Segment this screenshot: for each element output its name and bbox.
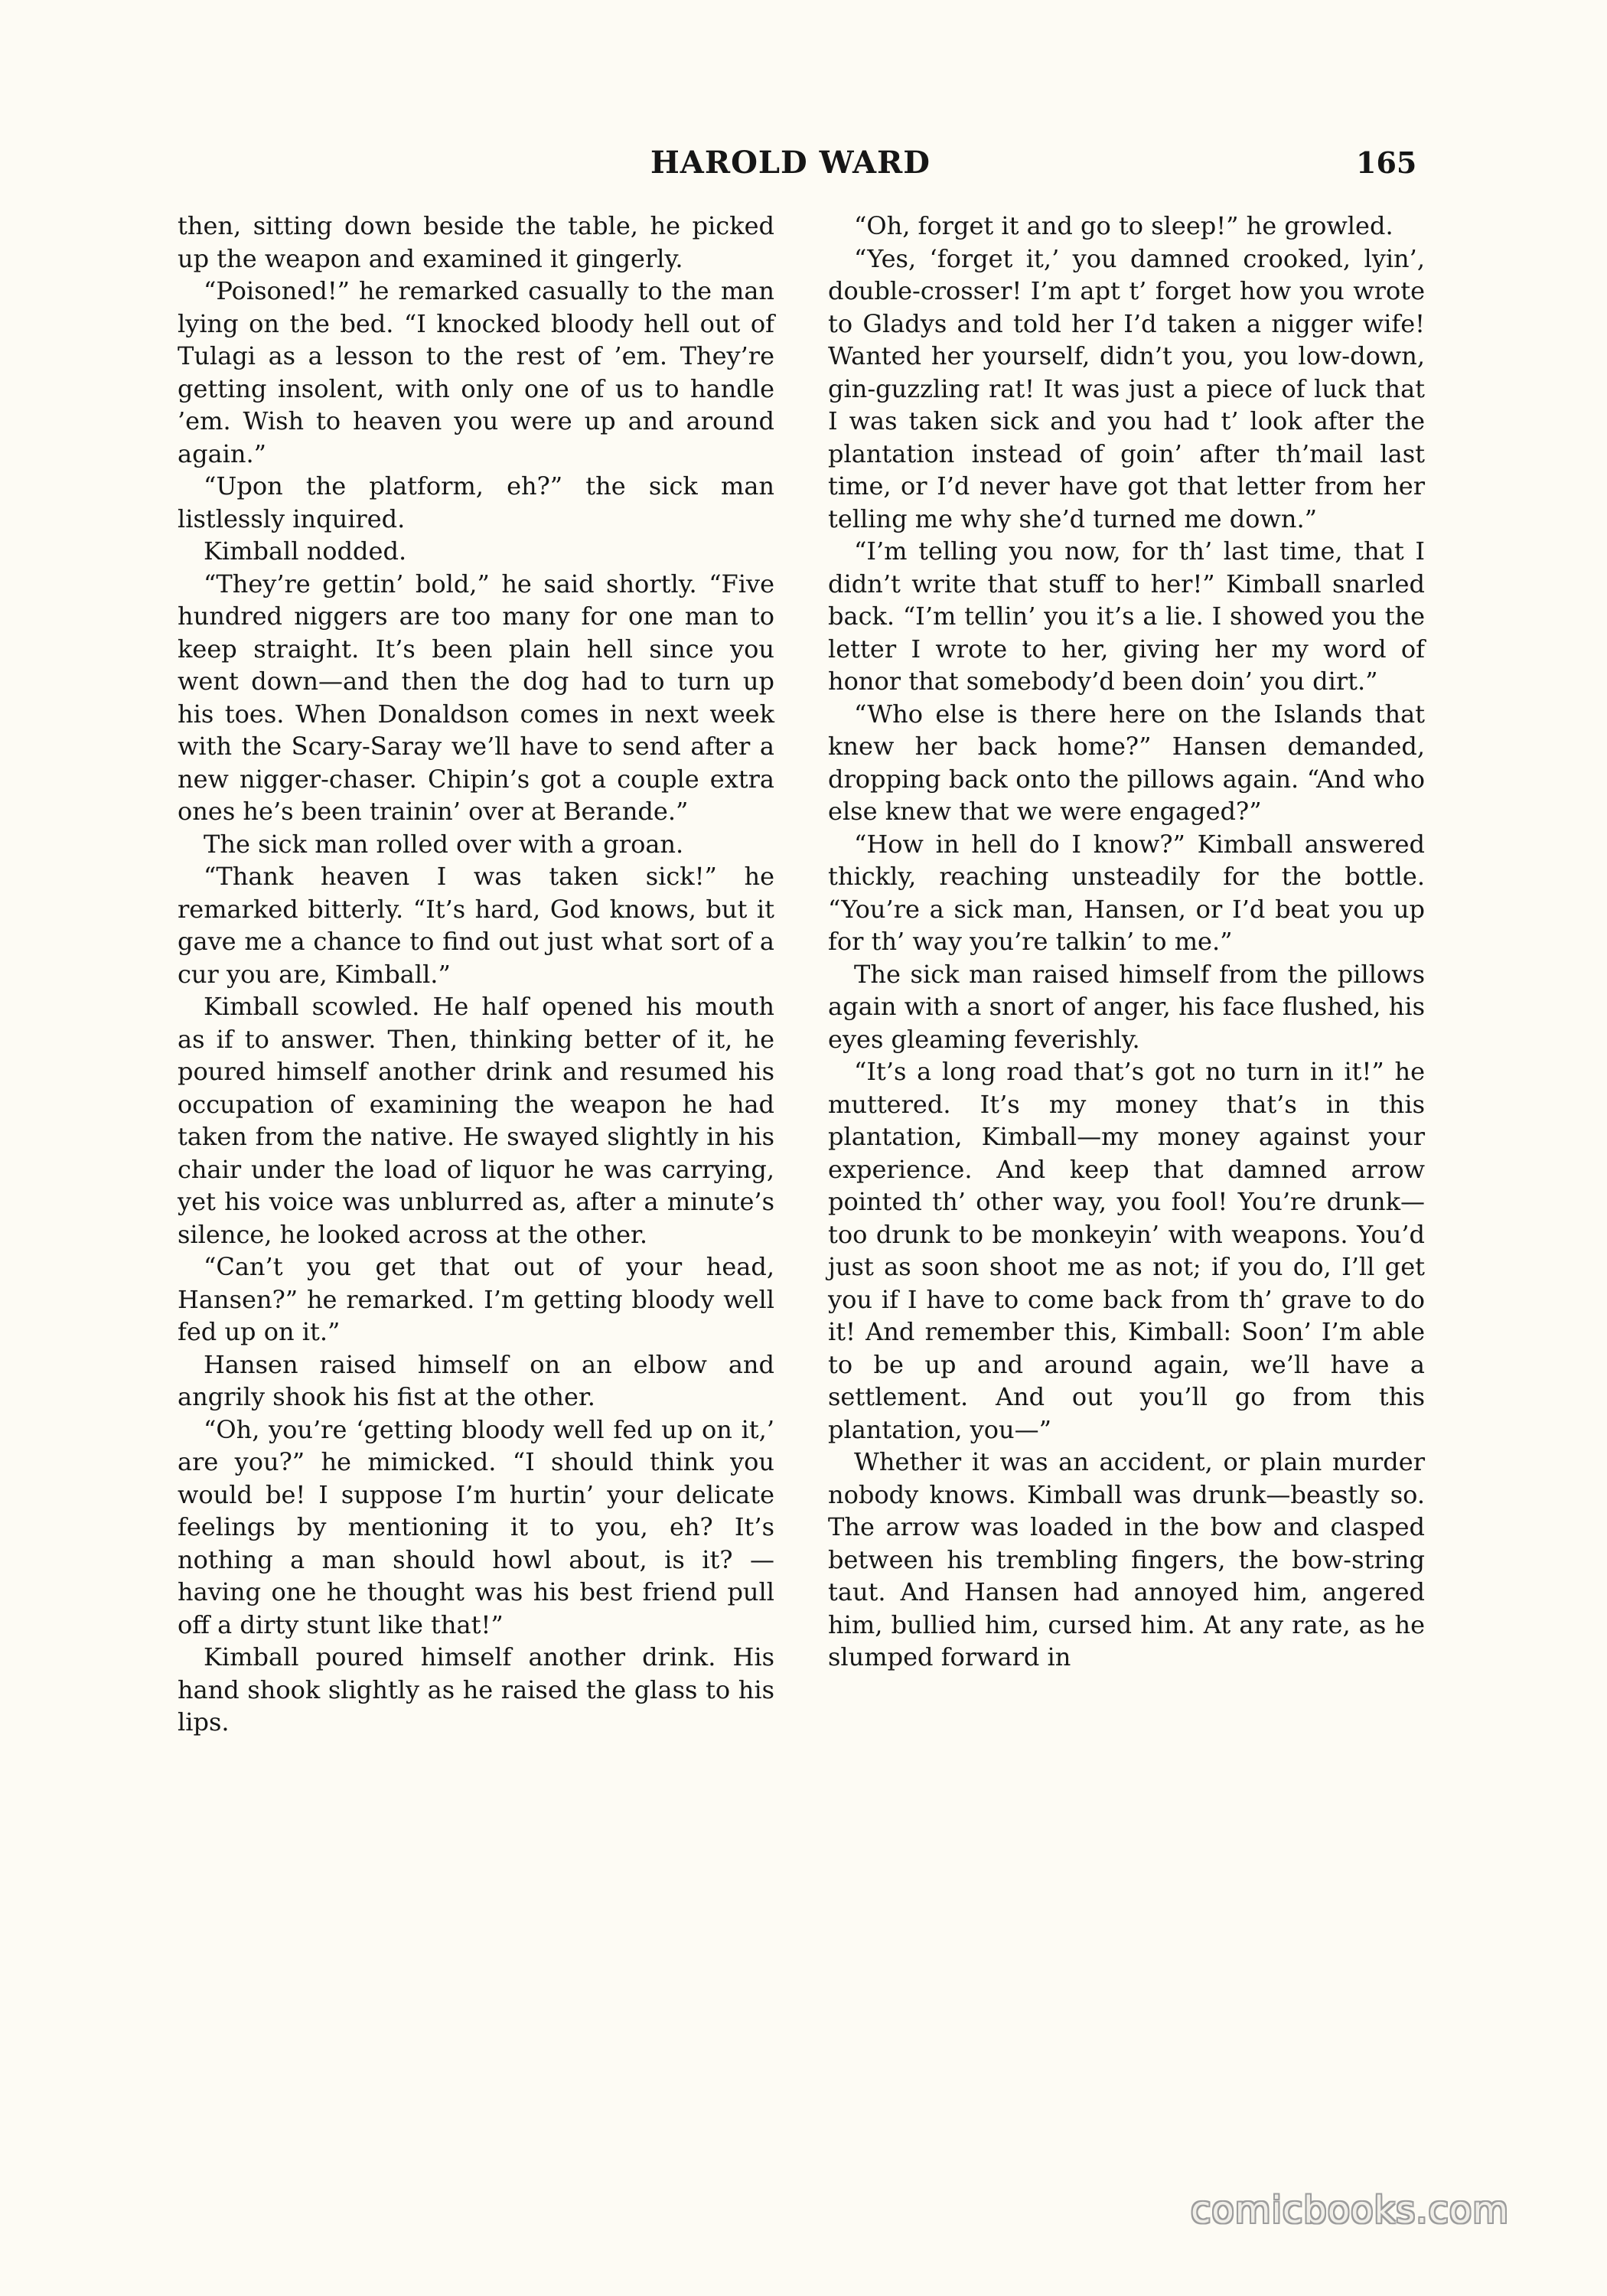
paragraph: Kimball scowled. He half opened his mouth as if to answer. Then, thinking better of it, he poured himself another drink and resumed his occupation of examining the weapon he had taken from the native. He swayed slightly in his chair under the load of liquor he was carrying, yet his voice was unblurred as, after a minute’s silence, he looked across at the other. <box>178 992 774 1249</box>
paragraph: “Thank heaven I was taken sick!” he remarked bitterly. “It’s hard, God knows, but it gave me a chance to find out just what sort of a cur you are, Kimball.” <box>178 862 774 989</box>
paragraph: “Who else is there here on the Islands that knew her back home?” Hansen demanded, dropping back onto the pillows again. “And who else knew that we were engaged?” <box>828 699 1425 826</box>
paragraph: “They’re gettin’ bold,” he said shortly. “Five hundred niggers are too many for one man to keep straight. It’s been plain hell since you went down—and then the dog had to turn up his toes. When Donaldson comes in next week with the Scary-Saray we’ll have to send after a new nigger-chaser. Chipin’s got a couple extra ones he’s been trainin’ over at Berande.” <box>178 569 774 826</box>
paragraph: “Poisoned!” he remarked casually to the man lying on the bed. “I knocked bloody hell out of Tulagi as a lesson to the rest of ’em. They’re getting insolent, with only one of us to handle ’em. Wish to heaven you were up and around again.” <box>178 276 774 468</box>
paragraph: “I’m telling you now, for th’ last time, that I didn’t write that stuff to her!” Kimball snarled back. “I’m tellin’ you it’s a lie. I showed you the letter I wrote to her, giving her my word of honor that somebody’d been doin’ you dirt.” <box>828 536 1425 696</box>
paragraph: “How in hell do I know?” Kimball answered thickly, reaching unsteadily for the bottle. “You’re a sick man, Hansen, or I’d beat you up for th’ way you’re talkin’ to me.” <box>828 829 1425 956</box>
paragraph: Hansen raised himself on an elbow and angrily shook his fist at the other. <box>178 1349 774 1411</box>
watermark: comicbooks.com <box>1191 2189 1510 2232</box>
running-title: HAROLD WARD <box>650 145 931 181</box>
paragraph: Kimball nodded. <box>204 536 407 566</box>
paragraph: “It’s a long road that’s got no turn in it!” he muttered. It’s my money that’s in this plantation, Kimball—my money against your experience. And keep that damned arrow pointed th’ other way, you fool! You’re drunk—too drunk to be monkeyin’ with weapons. You’d just as soon shoot me as not; if you do, I’ll get you if I have to come back from th’ grave to do it! And remember this, Kimball: Soon’ I’m able to be up and around again, we’ll have a settlement. And out you’ll go from this plantation, you—” <box>828 1057 1425 1444</box>
paragraph: “Upon the platform, eh?” the sick man listlessly inquired. <box>178 471 774 533</box>
paragraph: The sick man rolled over with a groan. <box>204 829 684 859</box>
paragraph: “Oh, you’re ‘getting bloody well fed up on it,’ are you?” he mimicked. “I should think you would be! I suppose I’m hurtin’ your delicate feelings by mentioning it to you, eh? It’s nothing a man should howl about, is it? —having one he thought was his best friend pull off a dirty stunt like that!” <box>178 1414 774 1639</box>
page-number: 165 <box>1356 145 1417 180</box>
paragraph: then, sitting down beside the table, he picked up the weapon and examined it gingerly. <box>178 211 774 273</box>
paragraph: Kimball poured himself another drink. His hand shook slightly as he raised the glass to his lips. <box>178 1642 774 1737</box>
paragraph: “Can’t you get that out of your head, Hansen?” he remarked. I’m getting bloody well fed up on it.” <box>178 1252 774 1346</box>
left-column <box>178 210 774 1739</box>
paragraph: “Oh, forget it and go to sleep!” he growled. <box>854 211 1393 240</box>
paragraph: The sick man raised himself from the pillows again with a snort of anger, his face flushed, his eyes gleaming feverishly. <box>828 959 1425 1054</box>
paragraph: “Yes, ‘forget it,’ you damned crooked, lyin’, double-crosser! I’m apt t’ forget how you wrote to Gladys and told her I’d taken a nigger wife! Wanted her yourself, didn’t you, you low-down, gin-guzzling rat! It was just a piece of luck that I was taken sick and you had t’ look after the plantation instead of goin’ after th’mail last time, or I’d never have got that letter from her telling me why she’d turned me down.” <box>828 243 1425 533</box>
paragraph: Whether it was an accident, or plain murder nobody knows. Kimball was drunk—beastly so. The arrow was loaded in the bow and clasped between his trembling fingers, the bow-string taut. And Hansen had annoyed him, angered him, bullied him, cursed him. At any rate, as he slumped forward in <box>828 1447 1425 1671</box>
running-header <box>0 136 1607 190</box>
right-column <box>828 210 1425 1674</box>
